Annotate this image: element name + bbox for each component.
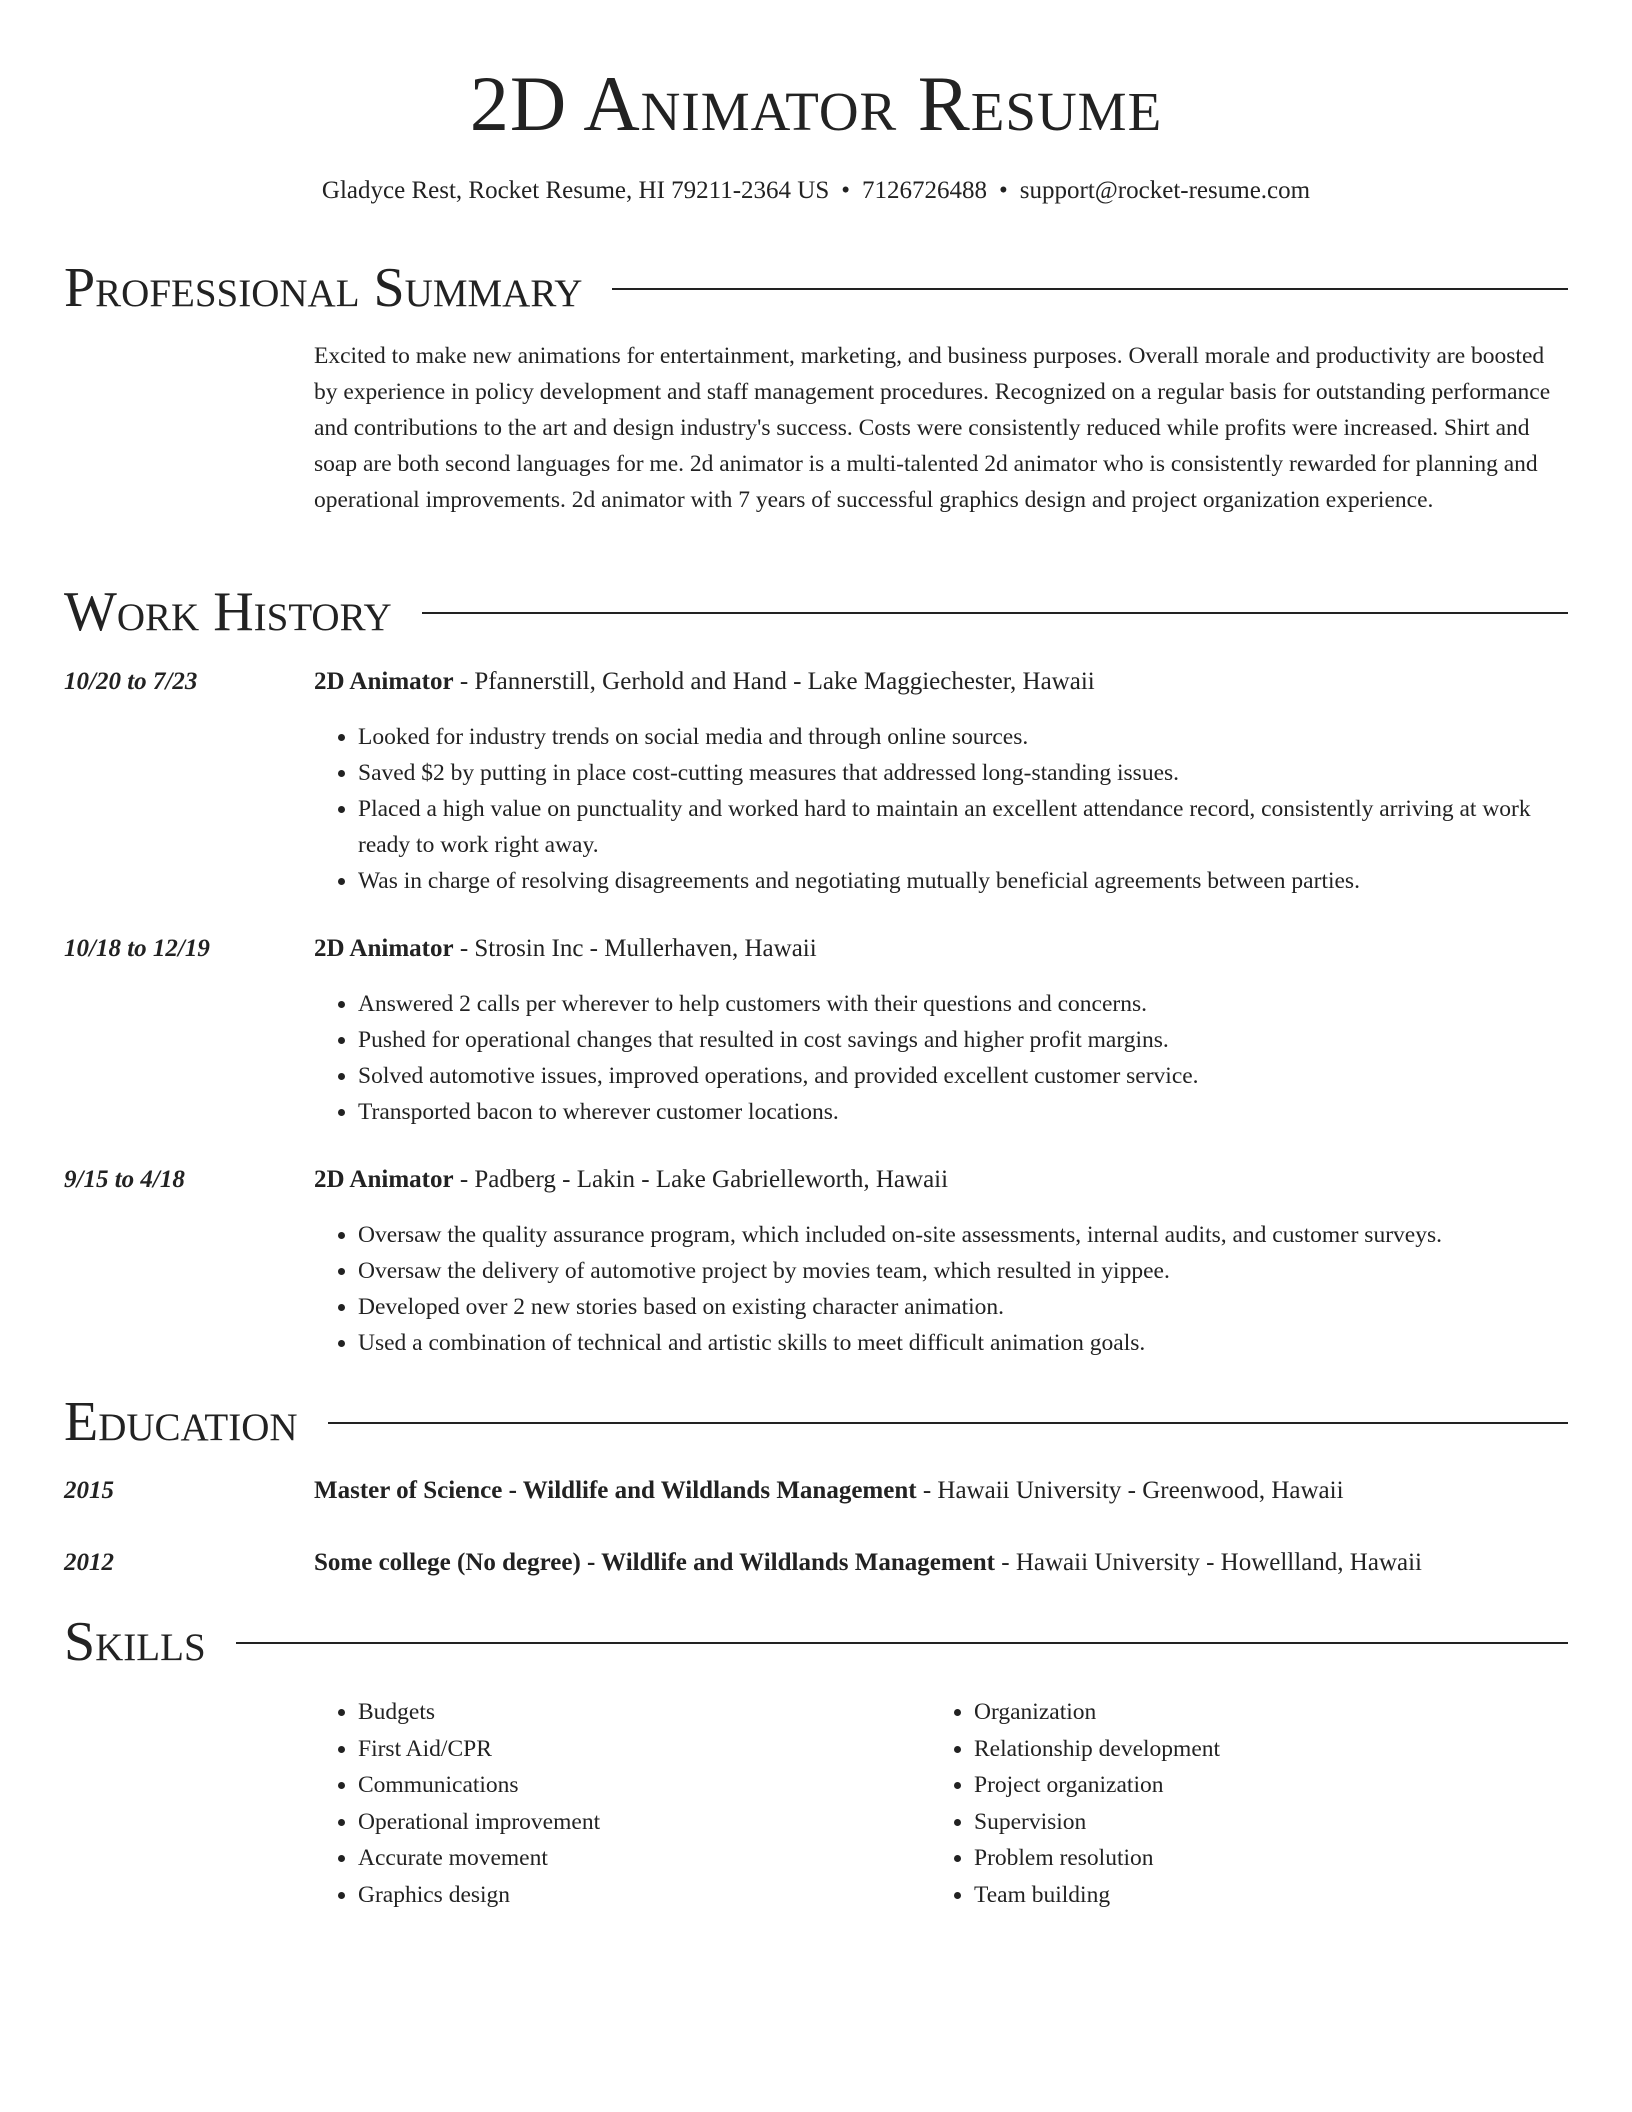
section-divider xyxy=(612,288,1568,290)
education-degree: Some college (No degree) - Wildlife and Wildlands Management xyxy=(314,1549,996,1576)
section-divider xyxy=(422,612,1568,614)
skill-item: • Organization xyxy=(974,1694,1490,1731)
separator-dot: • xyxy=(999,177,1008,204)
list-item: • Transported bacon to wherever customer locations. xyxy=(358,1094,1568,1130)
list-item: • Saved $2 by putting in place cost-cutting measures that addressed long-standing issues. xyxy=(358,755,1568,791)
list-item: • Oversaw the quality assurance program, which included on-site assessments, internal audits, and customer surveys. xyxy=(358,1217,1568,1253)
section-title-work: Work History xyxy=(64,581,392,643)
skill-item: • Operational improvement xyxy=(358,1804,874,1841)
section-title-summary: Professional Summary xyxy=(64,257,583,319)
separator-dot: • xyxy=(841,177,851,204)
skill-item: • Graphics design xyxy=(358,1877,874,1914)
section-title-skills: Skills xyxy=(64,1611,206,1673)
skill-item: • Communications xyxy=(358,1767,874,1804)
job-header xyxy=(314,932,1568,966)
list-item: • Used a combination of technical and artistic skills to meet difficult animation goals. xyxy=(358,1325,1568,1361)
job-title: 2D Animator xyxy=(314,935,454,962)
section-header-work xyxy=(64,580,1568,644)
education-school: - Hawaii University - Howellland, Hawaii xyxy=(995,1549,1422,1576)
list-item: • Pushed for operational changes that resulted in cost savings and higher profit margins. xyxy=(358,1022,1568,1058)
list-item: • Looked for industry trends on social media and through online sources. xyxy=(358,719,1568,755)
skill-item: • Accurate movement xyxy=(358,1840,874,1877)
job-bullets xyxy=(314,719,1568,899)
contact-email: support@rocket-resume.com xyxy=(1019,177,1311,204)
skills-list-left xyxy=(314,1694,874,1913)
list-item: • Was in charge of resolving disagreements and negotiating mutually beneficial agreements between parties. xyxy=(358,863,1568,899)
job-header xyxy=(314,665,1568,699)
list-item: • Placed a high value on punctuality and worked hard to maintain an excellent attendance record, consistently arriving at work ready to work right away. xyxy=(358,791,1568,863)
job-employer: - Pfannerstill, Gerhold and Hand - Lake Maggiechester, Hawaii xyxy=(453,668,1095,695)
skill-item: • First Aid/CPR xyxy=(358,1731,874,1768)
skill-item: • Team building xyxy=(974,1877,1490,1914)
skill-item: • Problem resolution xyxy=(974,1840,1490,1877)
education-school: - Hawaii University - Greenwood, Hawaii xyxy=(916,1477,1344,1504)
contact-address: Gladyce Rest, Rocket Resume, HI 79211-2364 US xyxy=(321,177,830,204)
job-bullets xyxy=(314,1217,1568,1361)
section-title-education: Education xyxy=(64,1391,298,1453)
job-dates: 10/20 to 7/23 xyxy=(64,668,198,695)
job-bullets xyxy=(314,986,1568,1130)
job-title: 2D Animator xyxy=(314,668,454,695)
section-divider xyxy=(236,1642,1568,1644)
summary-text: Excited to make new animations for entertainment, marketing, and business purposes. Overall morale and productivity are boosted by experience in policy development and staff management procedures. Recognized on a regular basis for outstanding performance and contributions to the art and design industry's success. Costs were consistently reduced while profits were increased. Shirt and soap are both second languages for me. 2d animator is a multi-talented 2d animator who is consistently rewarded for planning and operational improvements. 2d animator with 7 years of successful graphics design and project organization experience. xyxy=(314,343,1551,513)
section-header-education xyxy=(64,1390,1568,1454)
job-header xyxy=(314,1163,1568,1197)
section-header-skills xyxy=(64,1610,1568,1674)
list-item: • Oversaw the delivery of automotive project by movies team, which resulted in yippee. xyxy=(358,1253,1568,1289)
education-year: 2012 xyxy=(64,1549,114,1576)
list-item: • Developed over 2 new stories based on existing character animation. xyxy=(358,1289,1568,1325)
skills-list-right xyxy=(930,1694,1490,1913)
education-degree: Master of Science - Wildlife and Wildlands Management xyxy=(314,1477,917,1504)
job-employer: - Strosin Inc - Mullerhaven, Hawaii xyxy=(453,935,817,962)
job-title: 2D Animator xyxy=(314,1166,454,1193)
education-year: 2015 xyxy=(64,1477,114,1504)
resume-title: 2D Animator Resume xyxy=(469,60,1163,147)
skill-item: • Relationship development xyxy=(974,1731,1490,1768)
skill-item: • Project organization xyxy=(974,1767,1490,1804)
contact-phone: 7126726488 xyxy=(862,177,988,204)
section-header-summary xyxy=(64,256,1568,320)
skill-item: • Budgets xyxy=(358,1694,874,1731)
education-entry xyxy=(314,1546,1568,1580)
section-divider xyxy=(328,1422,1568,1424)
job-dates: 10/18 to 12/19 xyxy=(64,935,210,962)
list-item: • Answered 2 calls per wherever to help customers with their questions and concerns. xyxy=(358,986,1568,1022)
education-entry xyxy=(314,1474,1568,1508)
contact-line xyxy=(0,174,1632,208)
skill-item: • Supervision xyxy=(974,1804,1490,1841)
job-dates: 9/15 to 4/18 xyxy=(64,1166,185,1193)
list-item: • Solved automotive issues, improved operations, and provided excellent customer service. xyxy=(358,1058,1568,1094)
job-employer: - Padberg - Lakin - Lake Gabrielleworth, Hawaii xyxy=(453,1166,949,1193)
